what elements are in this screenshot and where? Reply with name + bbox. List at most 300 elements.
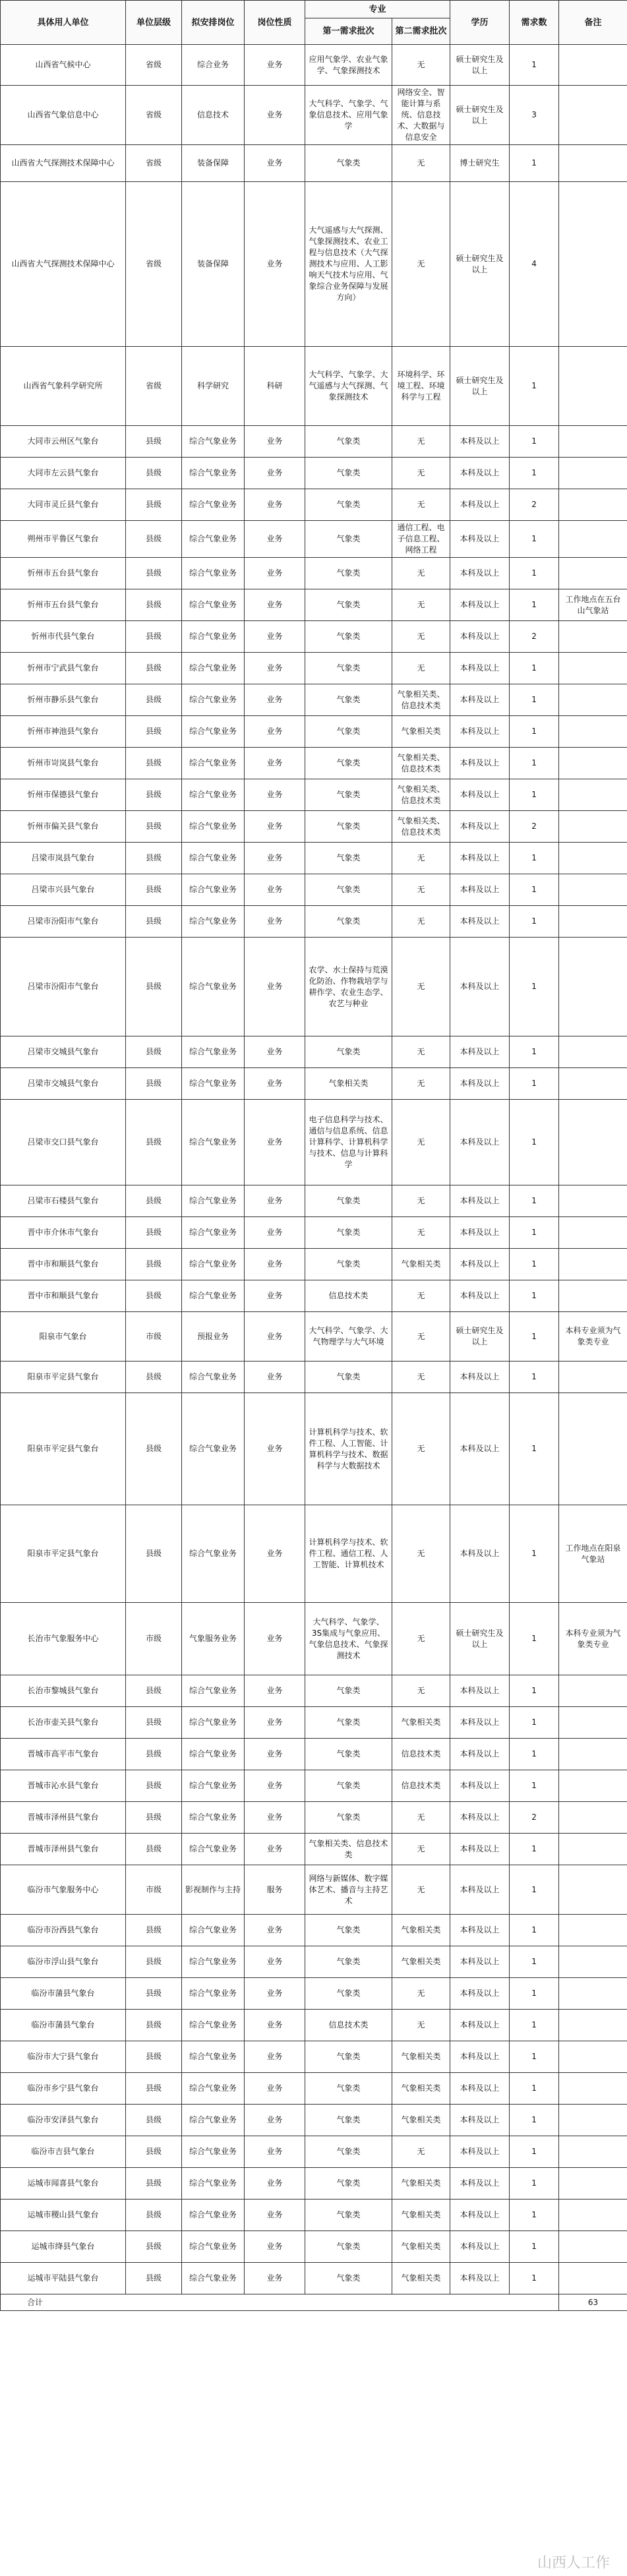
demand-count: 1 bbox=[510, 2263, 559, 2294]
major-second: 无 bbox=[392, 906, 450, 938]
header-major2: 第二需求批次 bbox=[392, 18, 450, 45]
unit-level: 县级 bbox=[126, 1393, 182, 1505]
unit-level: 省级 bbox=[126, 347, 182, 426]
demand-count: 1 bbox=[510, 779, 559, 811]
unit-level: 县级 bbox=[126, 811, 182, 843]
table-row bbox=[1, 45, 627, 86]
demand-count: 1 bbox=[510, 2200, 559, 2231]
header-nature: 岗位性质 bbox=[245, 1, 305, 45]
education: 本科及以上 bbox=[450, 874, 510, 906]
remark bbox=[559, 1280, 627, 1312]
post-nature: 业务 bbox=[245, 1770, 305, 1802]
unit-name: 临汾市安泽县气象台 bbox=[1, 2105, 126, 2136]
unit-name: 忻州市保德县气象台 bbox=[1, 779, 126, 811]
table-row bbox=[1, 458, 627, 489]
unit-name: 临汾市气象服务中心 bbox=[1, 1865, 126, 1915]
demand-count: 1 bbox=[510, 1739, 559, 1770]
post-nature: 业务 bbox=[245, 2200, 305, 2231]
major-second: 无 bbox=[392, 1834, 450, 1865]
total-num: 63 bbox=[559, 2294, 627, 2311]
unit-name: 临汾市吉县气象台 bbox=[1, 2136, 126, 2168]
remark bbox=[559, 1675, 627, 1707]
table-row bbox=[1, 558, 627, 589]
unit-level: 县级 bbox=[126, 1036, 182, 1068]
demand-count: 1 bbox=[510, 938, 559, 1036]
unit-level: 县级 bbox=[126, 1249, 182, 1280]
major-second: 气象相关类 bbox=[392, 2263, 450, 2294]
education: 本科及以上 bbox=[450, 684, 510, 716]
post-name: 综合气象业务 bbox=[182, 2041, 245, 2073]
education: 本科及以上 bbox=[450, 1978, 510, 2010]
post-nature: 业务 bbox=[245, 1393, 305, 1505]
education: 本科及以上 bbox=[450, 716, 510, 748]
table-row bbox=[1, 1603, 627, 1675]
major-first: 气象类 bbox=[305, 1675, 392, 1707]
education: 本科及以上 bbox=[450, 1770, 510, 1802]
table-header bbox=[1, 1, 627, 45]
major-first: 气象类 bbox=[305, 1978, 392, 2010]
remark bbox=[559, 347, 627, 426]
major-second: 信息技术类 bbox=[392, 1770, 450, 1802]
remark: 本科专业须为气象类专业 bbox=[559, 1312, 627, 1362]
unit-name: 运城市闻喜县气象台 bbox=[1, 2168, 126, 2200]
education: 硕士研究生及以上 bbox=[450, 1603, 510, 1675]
demand-count: 1 bbox=[510, 1100, 559, 1185]
header-edu: 学历 bbox=[450, 1, 510, 45]
unit-level: 县级 bbox=[126, 2231, 182, 2263]
remark bbox=[559, 2073, 627, 2105]
demand-count: 1 bbox=[510, 2041, 559, 2073]
post-nature: 科研 bbox=[245, 347, 305, 426]
demand-count: 4 bbox=[510, 182, 559, 347]
table-row bbox=[1, 811, 627, 843]
education: 本科及以上 bbox=[450, 1865, 510, 1915]
unit-name: 朔州市平鲁区气象台 bbox=[1, 521, 126, 558]
major-second: 无 bbox=[392, 458, 450, 489]
demand-count: 1 bbox=[510, 426, 559, 458]
major-first: 信息技术类 bbox=[305, 2010, 392, 2041]
major-first: 气象类 bbox=[305, 1802, 392, 1834]
demand-count: 1 bbox=[510, 458, 559, 489]
education: 本科及以上 bbox=[450, 653, 510, 684]
unit-name: 运城市稷山县气象台 bbox=[1, 2200, 126, 2231]
table-row bbox=[1, 1100, 627, 1185]
major-first: 气象类 bbox=[305, 1770, 392, 1802]
remark: 工作地点在阳泉气象站 bbox=[559, 1505, 627, 1603]
table-row bbox=[1, 2010, 627, 2041]
unit-name: 吕梁市交城县气象台 bbox=[1, 1068, 126, 1100]
unit-name: 忻州市神池县气象台 bbox=[1, 716, 126, 748]
education: 本科及以上 bbox=[450, 1362, 510, 1393]
unit-name: 阳泉市平定县气象台 bbox=[1, 1362, 126, 1393]
major-second: 环境科学、环境工程、环境科学与工程 bbox=[392, 347, 450, 426]
demand-count: 1 bbox=[510, 748, 559, 779]
table-row bbox=[1, 182, 627, 347]
table-row bbox=[1, 1675, 627, 1707]
post-nature: 业务 bbox=[245, 558, 305, 589]
post-nature: 业务 bbox=[245, 45, 305, 86]
unit-name: 运城市绛县气象台 bbox=[1, 2231, 126, 2263]
major-second: 无 bbox=[392, 1675, 450, 1707]
post-nature: 业务 bbox=[245, 906, 305, 938]
table-row bbox=[1, 1185, 627, 1217]
unit-level: 县级 bbox=[126, 1915, 182, 1946]
post-nature: 业务 bbox=[245, 1068, 305, 1100]
post-nature: 业务 bbox=[245, 748, 305, 779]
post-name: 装备保障 bbox=[182, 145, 245, 182]
education: 本科及以上 bbox=[450, 2073, 510, 2105]
demand-count: 1 bbox=[510, 1707, 559, 1739]
post-name: 综合气象业务 bbox=[182, 1217, 245, 1249]
major-first: 大气科学、气象学、3S集成与气象应用、气象信息技术、气象探测技术 bbox=[305, 1603, 392, 1675]
major-second: 无 bbox=[392, 1865, 450, 1915]
unit-level: 县级 bbox=[126, 874, 182, 906]
post-name: 装备保障 bbox=[182, 182, 245, 347]
demand-count: 1 bbox=[510, 874, 559, 906]
major-first: 大气科学、气象学、气象信息技术、应用气象学 bbox=[305, 86, 392, 145]
table-row bbox=[1, 2168, 627, 2200]
post-name: 影视制作与主持 bbox=[182, 1865, 245, 1915]
remark bbox=[559, 1802, 627, 1834]
major-first: 气象类 bbox=[305, 621, 392, 653]
unit-name: 忻州市岢岚县气象台 bbox=[1, 748, 126, 779]
major-first: 大气科学、气象学、大气物理学与大气环境 bbox=[305, 1312, 392, 1362]
post-nature: 业务 bbox=[245, 2263, 305, 2294]
header-major: 专业 bbox=[305, 1, 450, 18]
major-second: 气象相关类 bbox=[392, 2105, 450, 2136]
table-row bbox=[1, 1770, 627, 1802]
post-name: 综合气象业务 bbox=[182, 1675, 245, 1707]
unit-level: 县级 bbox=[126, 2073, 182, 2105]
education: 本科及以上 bbox=[450, 2041, 510, 2073]
post-nature: 业务 bbox=[245, 426, 305, 458]
remark bbox=[559, 1707, 627, 1739]
major-first: 大气遥感与大气探测、气象探测技术、农业工程与信息技术（大气探测技术与应用、人工影响天气技术与应用、气象综合业务保障与发展方向） bbox=[305, 182, 392, 347]
post-nature: 业务 bbox=[245, 2231, 305, 2263]
post-nature: 业务 bbox=[245, 874, 305, 906]
unit-name: 运城市平陆县气象台 bbox=[1, 2263, 126, 2294]
major-second: 无 bbox=[392, 2010, 450, 2041]
unit-name: 忻州市静乐县气象台 bbox=[1, 684, 126, 716]
education: 本科及以上 bbox=[450, 621, 510, 653]
post-nature: 业务 bbox=[245, 1802, 305, 1834]
major-first: 气象类 bbox=[305, 843, 392, 874]
post-name: 综合气象业务 bbox=[182, 684, 245, 716]
unit-name: 长治市黎城县气象台 bbox=[1, 1675, 126, 1707]
major-second: 无 bbox=[392, 1505, 450, 1603]
major-second: 气象相关类 bbox=[392, 2073, 450, 2105]
demand-count: 1 bbox=[510, 558, 559, 589]
post-name: 综合气象业务 bbox=[182, 1802, 245, 1834]
remark bbox=[559, 653, 627, 684]
education: 本科及以上 bbox=[450, 1280, 510, 1312]
major-first: 网络与新媒体、数字媒体艺术、播音与主持艺术 bbox=[305, 1865, 392, 1915]
unit-level: 县级 bbox=[126, 2136, 182, 2168]
education: 本科及以上 bbox=[450, 1068, 510, 1100]
major-second: 无 bbox=[392, 1036, 450, 1068]
table-row bbox=[1, 906, 627, 938]
major-first: 农学、水土保持与荒漠化防治、作物栽培学与耕作学、农业生态学、农艺与种业 bbox=[305, 938, 392, 1036]
major-second: 无 bbox=[392, 1978, 450, 2010]
table-body bbox=[1, 45, 627, 2294]
demand-count: 1 bbox=[510, 1834, 559, 1865]
demand-count: 1 bbox=[510, 1865, 559, 1915]
post-name: 综合气象业务 bbox=[182, 811, 245, 843]
major-second: 无 bbox=[392, 621, 450, 653]
education: 本科及以上 bbox=[450, 811, 510, 843]
demand-count: 1 bbox=[510, 2010, 559, 2041]
unit-level: 县级 bbox=[126, 1946, 182, 1978]
demand-count: 1 bbox=[510, 1185, 559, 1217]
major-second: 无 bbox=[392, 489, 450, 521]
table-row bbox=[1, 2073, 627, 2105]
table-row bbox=[1, 2263, 627, 2294]
unit-name: 长治市壶关县气象台 bbox=[1, 1707, 126, 1739]
post-nature: 业务 bbox=[245, 521, 305, 558]
demand-count: 1 bbox=[510, 843, 559, 874]
post-nature: 业务 bbox=[245, 716, 305, 748]
unit-level: 县级 bbox=[126, 1068, 182, 1100]
remark bbox=[559, 1100, 627, 1185]
post-name: 综合气象业务 bbox=[182, 1505, 245, 1603]
demand-count: 1 bbox=[510, 521, 559, 558]
unit-level: 县级 bbox=[126, 748, 182, 779]
education: 本科及以上 bbox=[450, 2136, 510, 2168]
post-nature: 业务 bbox=[245, 1505, 305, 1603]
education: 本科及以上 bbox=[450, 1675, 510, 1707]
remark bbox=[559, 145, 627, 182]
header-level: 单位层级 bbox=[126, 1, 182, 45]
major-second: 气象相关类、信息技术类 bbox=[392, 779, 450, 811]
demand-count: 1 bbox=[510, 45, 559, 86]
education: 硕士研究生及以上 bbox=[450, 347, 510, 426]
remark bbox=[559, 1834, 627, 1865]
post-name: 综合气象业务 bbox=[182, 1362, 245, 1393]
remark bbox=[559, 811, 627, 843]
major-second: 气象相关类 bbox=[392, 2041, 450, 2073]
post-name: 综合气象业务 bbox=[182, 1707, 245, 1739]
unit-name: 阳泉市平定县气象台 bbox=[1, 1505, 126, 1603]
table-row bbox=[1, 1362, 627, 1393]
major-second: 气象相关类 bbox=[392, 716, 450, 748]
unit-name: 吕梁市兴县气象台 bbox=[1, 874, 126, 906]
education: 本科及以上 bbox=[450, 1185, 510, 1217]
demand-count: 1 bbox=[510, 1505, 559, 1603]
post-name: 气象服务业务 bbox=[182, 1603, 245, 1675]
table-row bbox=[1, 1280, 627, 1312]
unit-name: 吕梁市汾阳市气象台 bbox=[1, 938, 126, 1036]
major-first: 气象类 bbox=[305, 684, 392, 716]
total-label: 合计 bbox=[1, 2294, 559, 2311]
unit-level: 县级 bbox=[126, 1802, 182, 1834]
unit-name: 山西省气候中心 bbox=[1, 45, 126, 86]
major-first: 气象类 bbox=[305, 779, 392, 811]
education: 本科及以上 bbox=[450, 1505, 510, 1603]
remark bbox=[559, 779, 627, 811]
education: 硕士研究生及以上 bbox=[450, 182, 510, 347]
table-row bbox=[1, 2231, 627, 2263]
major-first: 气象类 bbox=[305, 2200, 392, 2231]
unit-level: 县级 bbox=[126, 1100, 182, 1185]
demand-count: 1 bbox=[510, 1978, 559, 2010]
unit-level: 县级 bbox=[126, 653, 182, 684]
table-row bbox=[1, 653, 627, 684]
post-name: 综合气象业务 bbox=[182, 748, 245, 779]
table-row bbox=[1, 1946, 627, 1978]
unit-level: 省级 bbox=[126, 145, 182, 182]
unit-level: 县级 bbox=[126, 938, 182, 1036]
table-row bbox=[1, 145, 627, 182]
major-second: 无 bbox=[392, 589, 450, 621]
unit-level: 县级 bbox=[126, 2010, 182, 2041]
post-nature: 业务 bbox=[245, 1834, 305, 1865]
major-first: 气象类 bbox=[305, 1915, 392, 1946]
table-row bbox=[1, 1978, 627, 2010]
post-nature: 业务 bbox=[245, 458, 305, 489]
major-first: 气象类 bbox=[305, 811, 392, 843]
table-row bbox=[1, 843, 627, 874]
unit-level: 县级 bbox=[126, 489, 182, 521]
remark bbox=[559, 1036, 627, 1068]
remark bbox=[559, 2041, 627, 2073]
table-row bbox=[1, 1068, 627, 1100]
education: 硕士研究生及以上 bbox=[450, 45, 510, 86]
education: 本科及以上 bbox=[450, 2263, 510, 2294]
major-first: 气象类 bbox=[305, 2136, 392, 2168]
education: 本科及以上 bbox=[450, 2010, 510, 2041]
post-name: 科学研究 bbox=[182, 347, 245, 426]
major-second: 无 bbox=[392, 182, 450, 347]
education: 本科及以上 bbox=[450, 1249, 510, 1280]
unit-name: 临汾市浮山县气象台 bbox=[1, 1946, 126, 1978]
remark bbox=[559, 458, 627, 489]
remark bbox=[559, 1915, 627, 1946]
unit-name: 吕梁市交城县气象台 bbox=[1, 1036, 126, 1068]
major-first: 气象类 bbox=[305, 489, 392, 521]
major-first: 气象类 bbox=[305, 748, 392, 779]
post-nature: 业务 bbox=[245, 2073, 305, 2105]
unit-level: 县级 bbox=[126, 558, 182, 589]
post-name: 综合气象业务 bbox=[182, 716, 245, 748]
education: 本科及以上 bbox=[450, 2168, 510, 2200]
remark bbox=[559, 86, 627, 145]
unit-name: 晋中市和顺县气象台 bbox=[1, 1280, 126, 1312]
education: 本科及以上 bbox=[450, 558, 510, 589]
major-first: 气象相关类、信息技术类 bbox=[305, 1834, 392, 1865]
post-name: 预报业务 bbox=[182, 1312, 245, 1362]
education: 本科及以上 bbox=[450, 1036, 510, 1068]
education: 本科及以上 bbox=[450, 1915, 510, 1946]
demand-count: 1 bbox=[510, 906, 559, 938]
remark bbox=[559, 426, 627, 458]
demand-count: 1 bbox=[510, 716, 559, 748]
header-post: 拟安排岗位 bbox=[182, 1, 245, 45]
major-first: 气象类 bbox=[305, 1185, 392, 1217]
post-nature: 业务 bbox=[245, 1100, 305, 1185]
major-first: 大气科学、气象学、大气遥感与大气探测、气象探测技术 bbox=[305, 347, 392, 426]
post-name: 综合气象业务 bbox=[182, 1946, 245, 1978]
demand-count: 1 bbox=[510, 1249, 559, 1280]
major-second: 无 bbox=[392, 1603, 450, 1675]
table-row bbox=[1, 1865, 627, 1915]
remark bbox=[559, 558, 627, 589]
unit-level: 县级 bbox=[126, 1707, 182, 1739]
remark bbox=[559, 2105, 627, 2136]
major-first: 气象类 bbox=[305, 906, 392, 938]
demand-count: 1 bbox=[510, 1036, 559, 1068]
remark bbox=[559, 874, 627, 906]
unit-name: 临汾市蒲县气象台 bbox=[1, 2010, 126, 2041]
unit-name: 晋城市沁水县气象台 bbox=[1, 1770, 126, 1802]
post-name: 综合气象业务 bbox=[182, 1100, 245, 1185]
table-row bbox=[1, 1802, 627, 1834]
major-second: 无 bbox=[392, 1393, 450, 1505]
unit-level: 县级 bbox=[126, 1217, 182, 1249]
table-row bbox=[1, 2136, 627, 2168]
table-row bbox=[1, 1036, 627, 1068]
unit-name: 忻州市五台县气象台 bbox=[1, 558, 126, 589]
remark bbox=[559, 182, 627, 347]
major-first: 气象类 bbox=[305, 558, 392, 589]
remark bbox=[559, 938, 627, 1036]
major-first: 气象类 bbox=[305, 1036, 392, 1068]
demand-count: 1 bbox=[510, 1280, 559, 1312]
education: 本科及以上 bbox=[450, 938, 510, 1036]
major-second: 气象相关类 bbox=[392, 2231, 450, 2263]
post-name: 综合气象业务 bbox=[182, 558, 245, 589]
post-name: 综合气象业务 bbox=[182, 653, 245, 684]
unit-name: 晋中市介休市气象台 bbox=[1, 1217, 126, 1249]
education: 本科及以上 bbox=[450, 1834, 510, 1865]
unit-name: 吕梁市岚县气象台 bbox=[1, 843, 126, 874]
watermark: 山西人工作 bbox=[537, 2555, 610, 2571]
post-nature: 业务 bbox=[245, 653, 305, 684]
remark bbox=[559, 521, 627, 558]
demand-count: 1 bbox=[510, 1946, 559, 1978]
unit-level: 县级 bbox=[126, 779, 182, 811]
post-nature: 业务 bbox=[245, 1249, 305, 1280]
unit-name: 大同市灵丘县气象台 bbox=[1, 489, 126, 521]
demand-count: 2 bbox=[510, 489, 559, 521]
table-row bbox=[1, 489, 627, 521]
demand-count: 1 bbox=[510, 589, 559, 621]
major-second: 无 bbox=[392, 1068, 450, 1100]
major-second: 无 bbox=[392, 938, 450, 1036]
remark bbox=[559, 684, 627, 716]
major-second: 通信工程、电子信息工程、网络工程 bbox=[392, 521, 450, 558]
education: 本科及以上 bbox=[450, 2105, 510, 2136]
unit-level: 县级 bbox=[126, 2105, 182, 2136]
demand-count: 1 bbox=[510, 1362, 559, 1393]
post-nature: 服务 bbox=[245, 1865, 305, 1915]
major-second: 无 bbox=[392, 1100, 450, 1185]
remark bbox=[559, 2010, 627, 2041]
unit-level: 县级 bbox=[126, 1280, 182, 1312]
table-row bbox=[1, 938, 627, 1036]
unit-level: 县级 bbox=[126, 684, 182, 716]
post-nature: 业务 bbox=[245, 843, 305, 874]
unit-name: 晋城市泽州县气象台 bbox=[1, 1802, 126, 1834]
post-nature: 业务 bbox=[245, 2168, 305, 2200]
post-name: 综合气象业务 bbox=[182, 1393, 245, 1505]
header-note: 备注 bbox=[559, 1, 627, 45]
education: 本科及以上 bbox=[450, 1100, 510, 1185]
major-second: 无 bbox=[392, 1280, 450, 1312]
major-first: 气象类 bbox=[305, 716, 392, 748]
major-second: 无 bbox=[392, 1802, 450, 1834]
unit-level: 县级 bbox=[126, 621, 182, 653]
post-nature: 业务 bbox=[245, 1675, 305, 1707]
